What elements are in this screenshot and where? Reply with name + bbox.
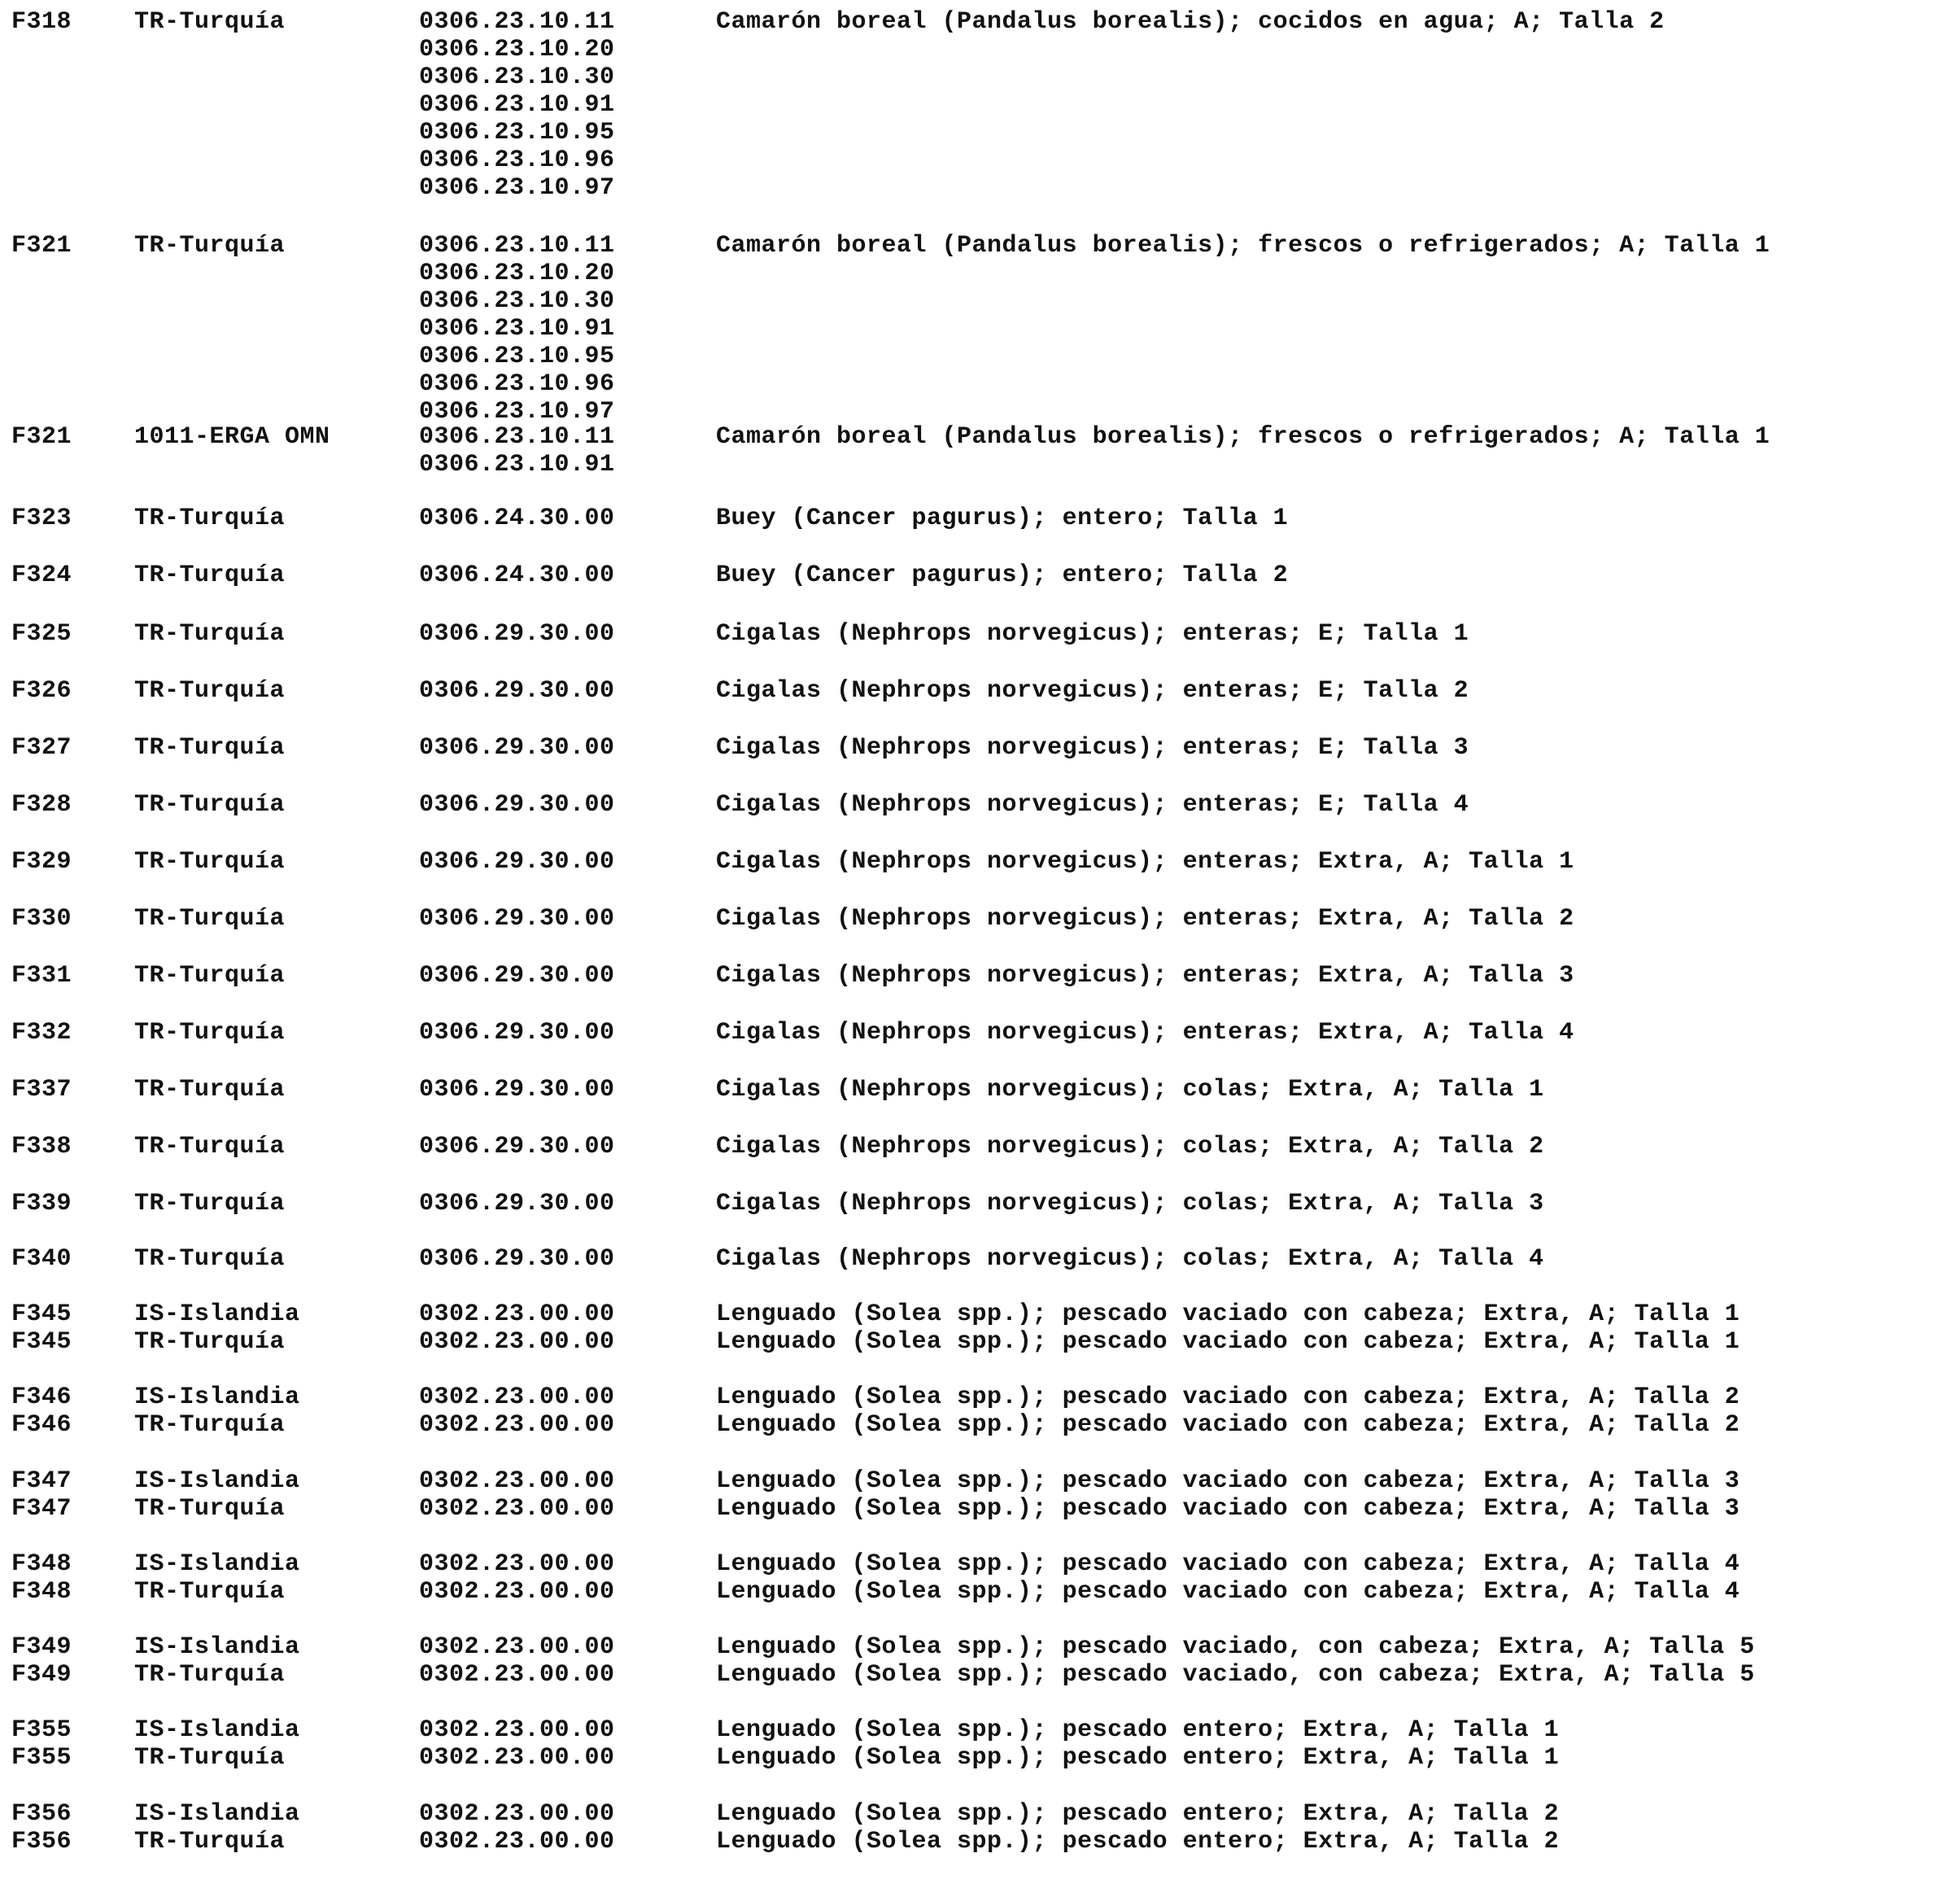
quota-code: F337 [11, 1076, 72, 1104]
entry-line [0, 1467, 1960, 1495]
tariff-code: 0306.29.30.00 [419, 1076, 615, 1104]
tariff-code: 0306.29.30.00 [419, 734, 615, 762]
entry-line [0, 1828, 1960, 1856]
tariff-code: 0302.23.00.00 [419, 1578, 615, 1606]
country-code: IS-Islandia [134, 1467, 300, 1495]
country-code: TR-Turquía [134, 1411, 286, 1439]
entry-line [0, 791, 1960, 819]
quota-code: F355 [11, 1744, 72, 1772]
country-code: TR-Turquía [134, 848, 286, 876]
product-description: Cigalas (Nephrops norvegicus); enteras; Extra, A; Talla 2 [716, 905, 1574, 933]
product-description: Lenguado (Solea spp.); pescado entero; Extra, A; Talla 2 [716, 1828, 1560, 1856]
entry-line [0, 1633, 1960, 1661]
entry-line [0, 1578, 1960, 1606]
entry-line [0, 962, 1960, 990]
tariff-code: 0306.23.10.96 [419, 370, 615, 398]
country-code: IS-Islandia [134, 1716, 300, 1744]
quota-code: F329 [11, 848, 72, 876]
country-code: TR-Turquía [134, 905, 286, 933]
entry-line [0, 1076, 1960, 1104]
country-code: TR-Turquía [134, 791, 286, 819]
product-description: Lenguado (Solea spp.); pescado vaciado con cabeza; Extra, A; Talla 2 [716, 1383, 1740, 1411]
tariff-code: 0302.23.00.00 [419, 1328, 615, 1356]
product-description: Cigalas (Nephrops norvegicus); enteras; Extra, A; Talla 1 [716, 848, 1574, 876]
country-code: TR-Turquía [134, 1828, 286, 1856]
tariff-code: 0306.29.30.00 [419, 1245, 615, 1273]
entry-line [0, 1133, 1960, 1161]
tariff-code: 0302.23.00.00 [419, 1633, 615, 1661]
quota-code: F348 [11, 1578, 72, 1606]
tariff-code: 0306.23.10.91 [419, 315, 615, 343]
quota-code: F325 [11, 620, 72, 648]
product-description: Cigalas (Nephrops norvegicus); enteras; Extra, A; Talla 3 [716, 962, 1574, 990]
country-code: TR-Turquía [134, 620, 286, 648]
product-description: Cigalas (Nephrops norvegicus); colas; Extra, A; Talla 1 [716, 1076, 1544, 1104]
tariff-code: 0302.23.00.00 [419, 1716, 615, 1744]
quota-code: F321 [11, 423, 72, 451]
tariff-code: 0306.24.30.00 [419, 505, 615, 532]
tariff-code: 0306.23.10.30 [419, 63, 615, 91]
tariff-code: 0302.23.00.00 [419, 1495, 615, 1523]
product-description: Lenguado (Solea spp.); pescado vaciado, con cabeza; Extra, A; Talla 5 [716, 1661, 1755, 1689]
quota-code: F338 [11, 1133, 72, 1161]
quota-code: F346 [11, 1383, 72, 1411]
tariff-code: 0302.23.00.00 [419, 1744, 615, 1772]
quota-code: F332 [11, 1019, 72, 1047]
entry-line [0, 620, 1960, 648]
quota-code: F326 [11, 677, 72, 705]
entry-line [0, 505, 1960, 532]
entry-line [0, 63, 1960, 91]
tariff-code: 0306.29.30.00 [419, 1190, 615, 1217]
country-code: TR-Turquía [134, 734, 286, 762]
quota-code: F356 [11, 1800, 72, 1828]
country-code: IS-Islandia [134, 1383, 300, 1411]
tariff-code: 0302.23.00.00 [419, 1550, 615, 1578]
quota-code: F349 [11, 1661, 72, 1689]
entry-line [0, 1190, 1960, 1217]
tariff-code: 0306.23.10.20 [419, 36, 615, 63]
entry-line [0, 1019, 1960, 1047]
product-description: Buey (Cancer pagurus); entero; Talla 2 [716, 562, 1289, 589]
tariff-code: 0306.23.10.11 [419, 232, 615, 260]
entry-line [0, 232, 1960, 260]
product-description: Cigalas (Nephrops norvegicus); enteras; E; Talla 1 [716, 620, 1469, 648]
country-code: IS-Islandia [134, 1550, 300, 1578]
tariff-code: 0306.23.10.11 [419, 423, 615, 451]
product-description: Cigalas (Nephrops norvegicus); enteras; Extra, A; Talla 4 [716, 1019, 1574, 1047]
country-code: TR-Turquía [134, 677, 286, 705]
product-description: Cigalas (Nephrops norvegicus); colas; Extra, A; Talla 4 [716, 1245, 1544, 1273]
product-description: Lenguado (Solea spp.); pescado entero; Extra, A; Talla 1 [716, 1744, 1560, 1772]
entry-line [0, 848, 1960, 876]
tariff-code: 0306.23.10.30 [419, 287, 615, 315]
product-description: Cigalas (Nephrops norvegicus); enteras; E; Talla 2 [716, 677, 1469, 705]
tariff-code: 0302.23.00.00 [419, 1661, 615, 1689]
tariff-code: 0306.29.30.00 [419, 791, 615, 819]
country-code: TR-Turquía [134, 1578, 286, 1606]
product-description: Cigalas (Nephrops norvegicus); colas; Extra, A; Talla 2 [716, 1133, 1544, 1161]
product-description: Camarón boreal (Pandalus borealis); frescos o refrigerados; A; Talla 1 [716, 232, 1770, 260]
country-code: TR-Turquía [134, 1133, 286, 1161]
tariff-code: 0302.23.00.00 [419, 1828, 615, 1856]
entry-line [0, 1550, 1960, 1578]
tariff-code: 0306.23.10.11 [419, 8, 615, 36]
quota-code: F323 [11, 505, 72, 532]
tariff-code: 0306.23.10.95 [419, 119, 615, 146]
quota-code: F355 [11, 1716, 72, 1744]
entry-line [0, 343, 1960, 370]
quota-code: F356 [11, 1828, 72, 1856]
quota-code: F324 [11, 562, 72, 589]
product-description: Lenguado (Solea spp.); pescado vaciado, con cabeza; Extra, A; Talla 5 [716, 1633, 1755, 1661]
entry-line [0, 1800, 1960, 1828]
product-description: Lenguado (Solea spp.); pescado vaciado con cabeza; Extra, A; Talla 1 [716, 1328, 1740, 1356]
country-code: 1011-ERGA OMN [134, 423, 330, 451]
quota-code: F345 [11, 1300, 72, 1328]
tariff-code: 0306.24.30.00 [419, 562, 615, 589]
entry-line [0, 905, 1960, 933]
product-description: Lenguado (Solea spp.); pescado vaciado con cabeza; Extra, A; Talla 4 [716, 1578, 1740, 1606]
product-description: Cigalas (Nephrops norvegicus); colas; Extra, A; Talla 3 [716, 1190, 1544, 1217]
product-description: Lenguado (Solea spp.); pescado vaciado con cabeza; Extra, A; Talla 3 [716, 1495, 1740, 1523]
tariff-code: 0302.23.00.00 [419, 1300, 615, 1328]
entry-line [0, 287, 1960, 315]
country-code: TR-Turquía [134, 1245, 286, 1273]
country-code: TR-Turquía [134, 1744, 286, 1772]
entry-line [0, 1661, 1960, 1689]
country-code: TR-Turquía [134, 1328, 286, 1356]
quota-code: F318 [11, 8, 72, 36]
entry-line [0, 1383, 1960, 1411]
product-description: Lenguado (Solea spp.); pescado entero; Extra, A; Talla 2 [716, 1800, 1560, 1828]
entry-line [0, 1411, 1960, 1439]
entry-line [0, 36, 1960, 63]
quota-code: F348 [11, 1550, 72, 1578]
quota-code: F327 [11, 734, 72, 762]
quota-code: F331 [11, 962, 72, 990]
quota-code: F345 [11, 1328, 72, 1356]
entry-line [0, 1744, 1960, 1772]
country-code: TR-Turquía [134, 505, 286, 532]
tariff-code: 0306.29.30.00 [419, 620, 615, 648]
country-code: TR-Turquía [134, 1019, 286, 1047]
quota-code: F340 [11, 1245, 72, 1273]
quota-code: F330 [11, 905, 72, 933]
quota-code: F347 [11, 1495, 72, 1523]
tariff-code: 0306.29.30.00 [419, 1133, 615, 1161]
country-code: TR-Turquía [134, 962, 286, 990]
tariff-code: 0302.23.00.00 [419, 1411, 615, 1439]
country-code: TR-Turquía [134, 1076, 286, 1104]
quota-code: F321 [11, 232, 72, 260]
country-code: TR-Turquía [134, 1190, 286, 1217]
country-code: TR-Turquía [134, 562, 286, 589]
tariff-code: 0306.29.30.00 [419, 677, 615, 705]
tariff-code: 0306.29.30.00 [419, 962, 615, 990]
entry-line [0, 562, 1960, 589]
entry-line [0, 1328, 1960, 1356]
product-description: Cigalas (Nephrops norvegicus); enteras; E; Talla 4 [716, 791, 1469, 819]
quota-code: F347 [11, 1467, 72, 1495]
country-code: IS-Islandia [134, 1300, 300, 1328]
quota-code: F349 [11, 1633, 72, 1661]
entry-line [0, 1495, 1960, 1523]
tariff-code: 0302.23.00.00 [419, 1800, 615, 1828]
tariff-code: 0306.23.10.97 [419, 398, 615, 426]
entry-line [0, 423, 1960, 451]
product-description: Lenguado (Solea spp.); pescado vaciado con cabeza; Extra, A; Talla 4 [716, 1550, 1740, 1578]
entry-line [0, 260, 1960, 287]
entry-line [0, 1245, 1960, 1273]
tariff-code: 0306.23.10.95 [419, 343, 615, 370]
entry-line [0, 677, 1960, 705]
tariff-code: 0306.23.10.91 [419, 451, 615, 479]
product-description: Buey (Cancer pagurus); entero; Talla 1 [716, 505, 1289, 532]
country-code: TR-Turquía [134, 8, 286, 36]
country-code: IS-Islandia [134, 1633, 300, 1661]
country-code: TR-Turquía [134, 1495, 286, 1523]
tariff-code: 0306.23.10.20 [419, 260, 615, 287]
entry-line [0, 91, 1960, 119]
entry-line [0, 174, 1960, 202]
entry-line [0, 119, 1960, 146]
country-code: TR-Turquía [134, 1661, 286, 1689]
tariff-code: 0302.23.00.00 [419, 1383, 615, 1411]
tariff-code: 0306.23.10.97 [419, 174, 615, 202]
tariff-code: 0306.23.10.91 [419, 91, 615, 119]
entry-line [0, 146, 1960, 174]
product-description: Lenguado (Solea spp.); pescado vaciado con cabeza; Extra, A; Talla 1 [716, 1300, 1740, 1328]
entry-line [0, 8, 1960, 36]
tariff-code: 0306.29.30.00 [419, 848, 615, 876]
entry-line [0, 451, 1960, 479]
tariff-code: 0306.29.30.00 [419, 1019, 615, 1047]
entry-line [0, 398, 1960, 426]
product-description: Camarón boreal (Pandalus borealis); cocidos en agua; A; Talla 2 [716, 8, 1665, 36]
entry-line [0, 315, 1960, 343]
tariff-code: 0302.23.00.00 [419, 1467, 615, 1495]
country-code: IS-Islandia [134, 1800, 300, 1828]
product-description: Lenguado (Solea spp.); pescado entero; Extra, A; Talla 1 [716, 1716, 1560, 1744]
tariff-code: 0306.29.30.00 [419, 905, 615, 933]
product-description: Lenguado (Solea spp.); pescado vaciado con cabeza; Extra, A; Talla 2 [716, 1411, 1740, 1439]
product-description: Cigalas (Nephrops norvegicus); enteras; E; Talla 3 [716, 734, 1469, 762]
product-description: Lenguado (Solea spp.); pescado vaciado con cabeza; Extra, A; Talla 3 [716, 1467, 1740, 1495]
entry-line [0, 370, 1960, 398]
quota-code: F339 [11, 1190, 72, 1217]
country-code: TR-Turquía [134, 232, 286, 260]
quota-code: F328 [11, 791, 72, 819]
entry-line [0, 734, 1960, 762]
product-description: Camarón boreal (Pandalus borealis); frescos o refrigerados; A; Talla 1 [716, 423, 1770, 451]
entry-line [0, 1300, 1960, 1328]
quota-code: F346 [11, 1411, 72, 1439]
entry-line [0, 1716, 1960, 1744]
tariff-code: 0306.23.10.96 [419, 146, 615, 174]
